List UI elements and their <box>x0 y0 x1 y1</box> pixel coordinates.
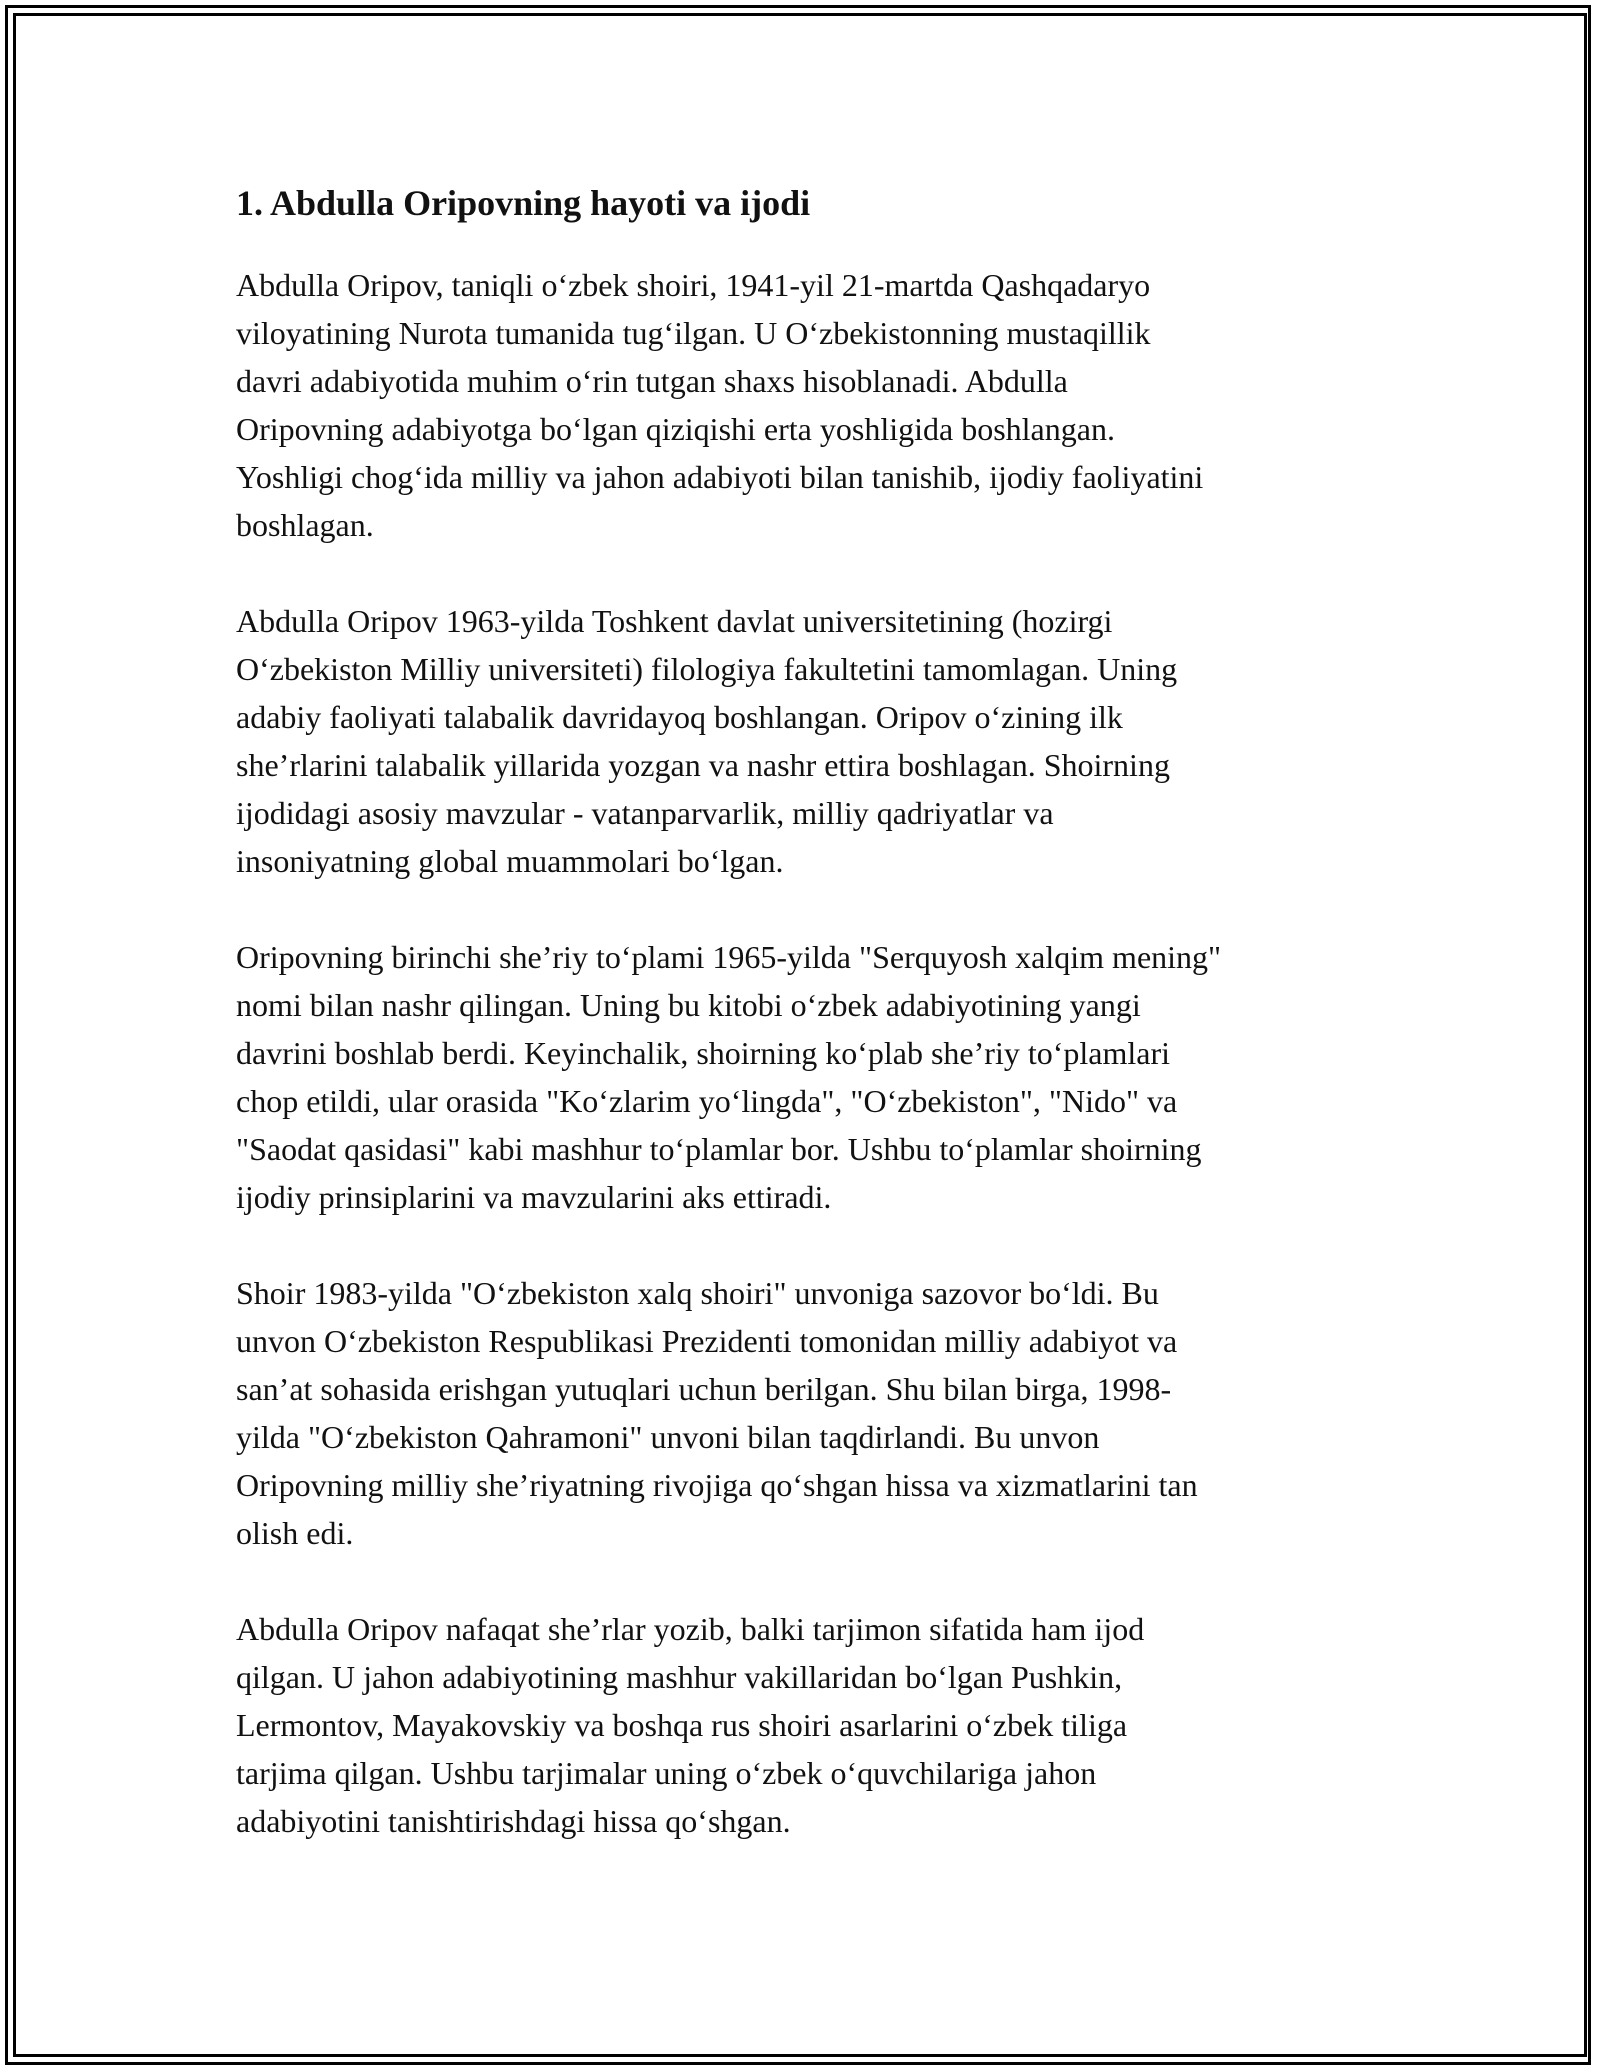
paragraph-line: insoniyatning global muammolari bo‘lgan. <box>236 842 784 879</box>
paragraph <box>236 1269 1376 1557</box>
paragraph-line: she’rlarini talabalik yillarida yozgan va nashr ettira boshlagan. Shoirning <box>236 746 1170 783</box>
paragraph-line: Yoshligi chog‘ida milliy va jahon adabiyoti bilan tanishib, ijodiy faoliyatini <box>236 458 1204 495</box>
paragraph-line: viloyatining Nurota tumanida tug‘ilgan. U O‘zbekistonning mustaqillik <box>236 314 1151 351</box>
paragraph-line: Oripovning birinchi she’riy to‘plami 1965-yilda "Serquyosh xalqim mening" <box>236 938 1222 975</box>
paragraph-line: ijodiy prinsiplarini va mavzularini aks ettiradi. <box>236 1178 832 1215</box>
paragraph-line: qilgan. U jahon adabiyotining mashhur vakillaridan bo‘lgan Pushkin, <box>236 1658 1123 1695</box>
paragraph-line: yilda "O‘zbekiston Qahramoni" unvoni bilan taqdirlandi. Bu unvon <box>236 1418 1100 1455</box>
paragraph-line: olish edi. <box>236 1514 354 1551</box>
paragraph-list <box>236 261 1376 1845</box>
paragraph-line: Oripovning milliy she’riyatning rivojiga qo‘shgan hissa va xizmatlarini tan <box>236 1466 1198 1503</box>
paragraph-line: Abdulla Oripov 1963-yilda Toshkent davlat universitetining (hozirgi <box>236 602 1113 639</box>
paragraph <box>236 597 1376 885</box>
section-heading: 1. Abdulla Oripovning hayoti va ijodi <box>236 183 811 223</box>
paragraph-line: tarjima qilgan. Ushbu tarjimalar uning o‘zbek o‘quvchilariga jahon <box>236 1754 1097 1791</box>
paragraph <box>236 933 1376 1221</box>
paragraph-line: davrini boshlab berdi. Keyinchalik, shoirning ko‘plab she’riy to‘plamlari <box>236 1034 1170 1071</box>
document-body <box>236 180 1376 1893</box>
paragraph-line: san’at sohasida erishgan yutuqlari uchun berilgan. Shu bilan birga, 1998- <box>236 1370 1172 1407</box>
paragraph <box>236 261 1376 549</box>
paragraph-line: O‘zbekiston Milliy universiteti) filologiya fakultetini tamomlagan. Uning <box>236 650 1178 687</box>
paragraph-line: chop etildi, ular orasida "Ko‘zlarim yo‘lingda", "O‘zbekiston", "Nido" va <box>236 1082 1178 1119</box>
paragraph <box>236 1605 1376 1845</box>
paragraph-line: unvon O‘zbekiston Respublikasi Prezidenti tomonidan milliy adabiyot va <box>236 1322 1178 1359</box>
paragraph-line: boshlagan. <box>236 506 374 543</box>
paragraph-line: ijodidagi asosiy mavzular - vatanparvarlik, milliy qadriyatlar va <box>236 794 1054 831</box>
paragraph-line: adabiyotini tanishtirishdagi hissa qo‘shgan. <box>236 1802 791 1839</box>
paragraph-line: adabiy faoliyati talabalik davridayoq boshlangan. Oripov o‘zining ilk <box>236 698 1123 735</box>
paragraph-line: Oripovning adabiyotga bo‘lgan qiziqishi erta yoshligida boshlangan. <box>236 410 1115 447</box>
paragraph-line: Lermontov, Mayakovskiy va boshqa rus shoiri asarlarini o‘zbek tiliga <box>236 1706 1128 1743</box>
paragraph-line: Abdulla Oripov nafaqat she’rlar yozib, balki tarjimon sifatida ham ijod <box>236 1610 1145 1647</box>
paragraph-line: "Saodat qasidasi" kabi mashhur to‘plamlar bor. Ushbu to‘plamlar shoirning <box>236 1130 1202 1167</box>
paragraph-line: nomi bilan nashr qilingan. Uning bu kitobi o‘zbek adabiyotining yangi <box>236 986 1141 1023</box>
paragraph-line: davri adabiyotida muhim o‘rin tutgan shaxs hisoblanadi. Abdulla <box>236 362 1068 399</box>
paragraph-line: Shoir 1983-yilda "O‘zbekiston xalq shoiri" unvoniga sazovor bo‘ldi. Bu <box>236 1274 1159 1311</box>
paragraph-line: Abdulla Oripov, taniqli o‘zbek shoiri, 1941-yil 21-martda Qashqadaryo <box>236 266 1151 303</box>
